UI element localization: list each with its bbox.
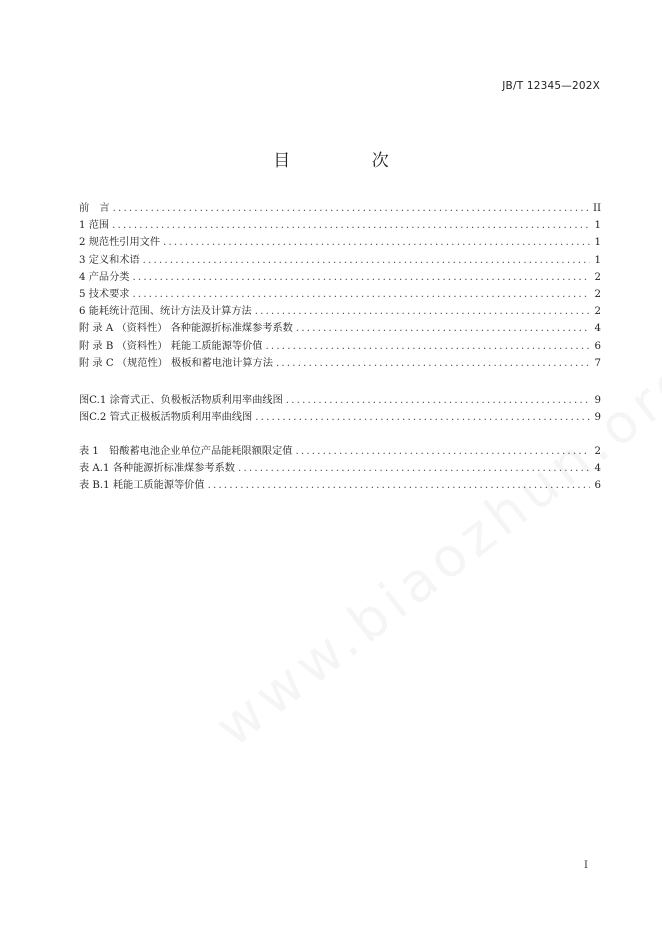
page-title: 目 次 bbox=[273, 151, 427, 171]
toc-entry-page: 2 bbox=[594, 446, 601, 457]
toc-leader-dots bbox=[208, 477, 590, 494]
toc-entry-page: 2 bbox=[594, 271, 601, 283]
toc-entry-page: 6 bbox=[594, 480, 601, 492]
toc-entry-figure-c2[interactable] bbox=[79, 409, 601, 426]
toc-entry-page: 6 bbox=[594, 340, 601, 352]
standard-number: JB/T 12345—202X bbox=[502, 80, 600, 92]
toc-entry-annex-c[interactable] bbox=[79, 355, 601, 372]
toc-leader-dots bbox=[163, 234, 590, 251]
toc-entry-label: 图C.2 管式正极板活物质利用率曲线图 bbox=[79, 412, 253, 424]
toc-leader-dots bbox=[295, 443, 590, 460]
toc-leader-dots bbox=[143, 252, 590, 269]
toc-leader-dots bbox=[286, 392, 590, 409]
toc-leader-dots bbox=[113, 200, 590, 217]
toc-entry-table-b1[interactable] bbox=[79, 477, 601, 494]
toc-entry-page: 9 bbox=[594, 412, 601, 424]
toc-entry-page: 9 bbox=[594, 395, 601, 406]
toc-leader-dots bbox=[255, 409, 590, 426]
toc-entry-page: 4 bbox=[594, 463, 601, 475]
toc-figures-list bbox=[79, 392, 601, 426]
toc-entry-figure-c1[interactable] bbox=[79, 392, 601, 409]
toc-entry-page: 4 bbox=[594, 323, 601, 335]
toc-leader-dots bbox=[255, 303, 590, 320]
toc-entry-classification[interactable] bbox=[79, 269, 601, 286]
toc-entry-normative-references[interactable] bbox=[79, 234, 601, 251]
toc-entry-label: 前 言 bbox=[79, 203, 110, 214]
toc-entry-page: 7 bbox=[594, 357, 601, 369]
toc-entry-label: 附 录 A （资料性） 各种能源折标准煤参考系数 bbox=[79, 323, 293, 335]
toc-leader-dots bbox=[132, 286, 590, 303]
toc-entry-foreword[interactable] bbox=[79, 200, 601, 217]
toc-leader-dots bbox=[296, 320, 590, 337]
toc-entry-label: 图C.1 涂膏式正、负极板活物质利用率曲线图 bbox=[79, 395, 283, 406]
toc-entry-table-a1[interactable] bbox=[79, 460, 601, 477]
toc-entry-label: 6 能耗统计范围、统计方法及计算方法 bbox=[79, 306, 252, 318]
toc-entry-label: 表 A.1 各种能源折标准煤参考系数 bbox=[79, 463, 235, 475]
toc-leader-dots bbox=[265, 338, 590, 355]
toc-entry-label: 4 产品分类 bbox=[79, 271, 130, 283]
toc-entry-scope[interactable] bbox=[79, 217, 601, 234]
toc-entry-requirements[interactable] bbox=[79, 286, 601, 303]
toc-entry-label: 2 规范性引用文件 bbox=[79, 237, 161, 249]
page-number: I bbox=[584, 860, 588, 871]
toc-entry-terms[interactable] bbox=[79, 252, 601, 269]
toc-main-list bbox=[79, 200, 601, 372]
toc-entry-label: 表 B.1 耗能工质能源等价值 bbox=[79, 480, 205, 492]
toc-leader-dots bbox=[112, 217, 590, 234]
toc-leader-dots bbox=[276, 355, 590, 372]
toc-tables-list bbox=[79, 443, 601, 495]
toc-entry-page: 1 bbox=[594, 237, 601, 249]
toc-leader-dots bbox=[132, 269, 590, 286]
toc-entry-label: 3 定义和术语 bbox=[79, 254, 140, 266]
toc-entry-page: 1 bbox=[594, 254, 601, 266]
toc-entry-table-1[interactable] bbox=[79, 443, 601, 460]
toc-entry-statistics-methods[interactable] bbox=[79, 303, 601, 320]
toc-leader-dots bbox=[238, 460, 590, 477]
toc-entry-label: 附 录 C （规范性） 极板和蓄电池计算方法 bbox=[79, 357, 273, 369]
toc-entry-label: 1 范围 bbox=[79, 220, 110, 232]
toc-entry-page: 1 bbox=[594, 220, 601, 232]
toc-entry-label: 5 技术要求 bbox=[79, 288, 130, 300]
toc-entry-label: 附 录 B （资料性） 耗能工质能源等价值 bbox=[79, 340, 263, 352]
toc-entry-annex-a[interactable] bbox=[79, 320, 601, 337]
toc-entry-annex-b[interactable] bbox=[79, 338, 601, 355]
toc-entry-page: 2 bbox=[594, 288, 601, 300]
toc-entry-page: 2 bbox=[594, 306, 601, 318]
toc-entry-label: 表 1 铅酸蓄电池企业单位产品能耗限额限定值 bbox=[79, 446, 293, 457]
toc-entry-page: II bbox=[592, 203, 601, 214]
